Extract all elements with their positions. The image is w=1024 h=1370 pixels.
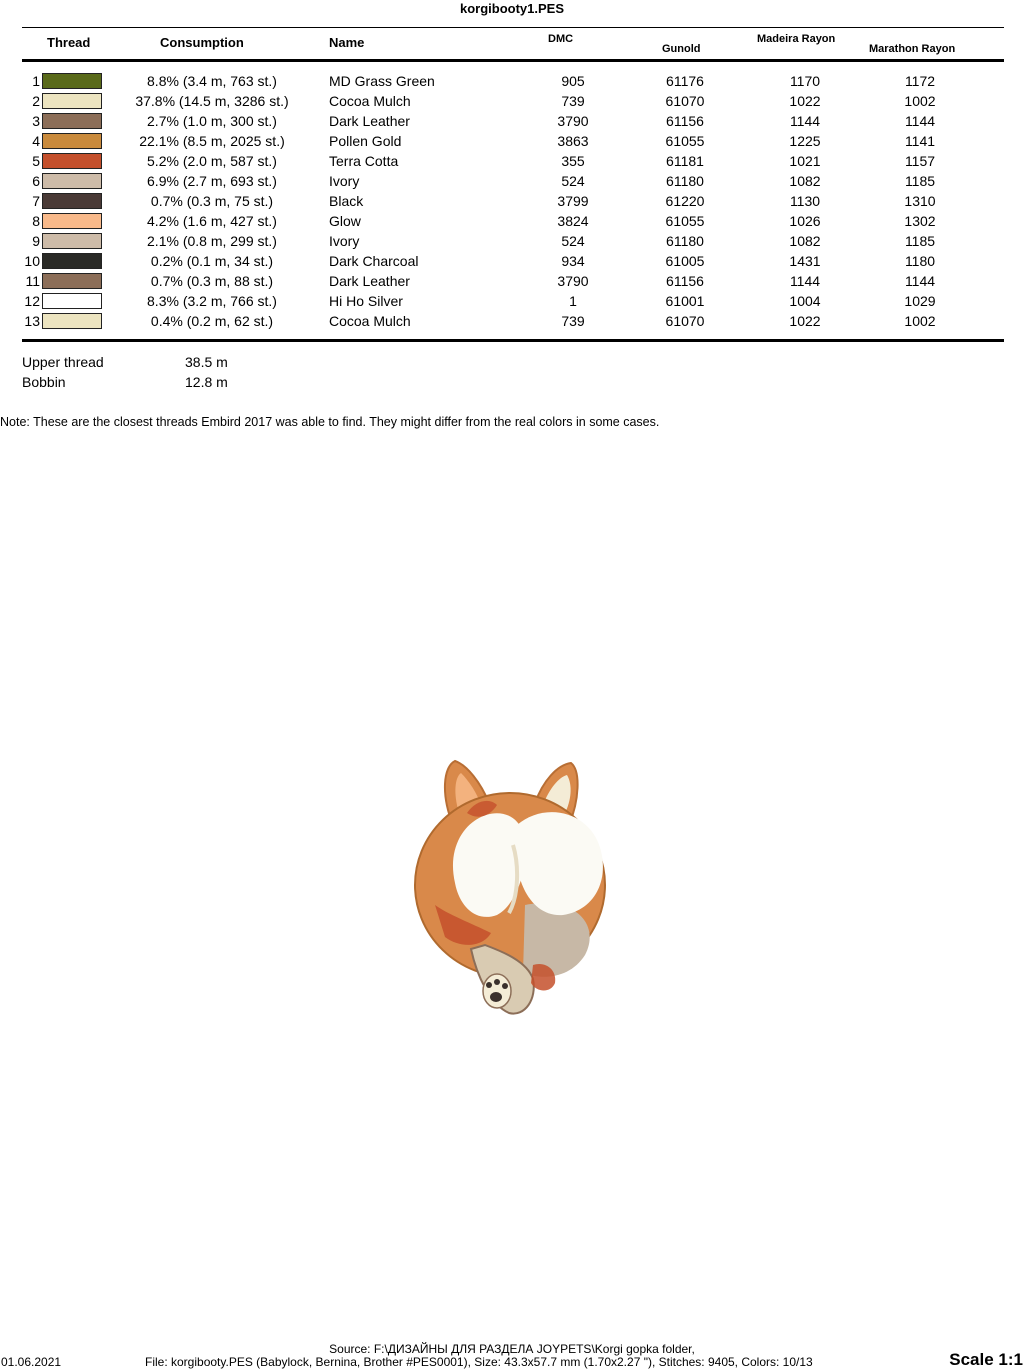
thread-gunold-code: 61181 (666, 153, 704, 169)
thread-gunold-code: 61180 (666, 173, 704, 189)
thread-marathon-code: 1141 (904, 133, 936, 149)
thread-color-swatch (42, 293, 102, 309)
upper-thread-value: 38.5 m (185, 354, 228, 370)
thread-row (0, 212, 1024, 232)
thread-dmc-code: 3790 (557, 273, 589, 289)
thread-gunold-code: 61070 (665, 313, 705, 329)
thread-dmc-code: 524 (561, 173, 585, 189)
thread-consumption: 2.7% (1.0 m, 300 st.) (147, 113, 277, 129)
thread-row (0, 312, 1024, 332)
thread-gunold-code: 61176 (666, 73, 704, 89)
header-thread: Thread (47, 35, 91, 50)
thread-name: Cocoa Mulch (329, 313, 411, 329)
header-consumption: Consumption (160, 35, 244, 50)
thread-name: Cocoa Mulch (329, 93, 411, 109)
thread-marathon-code: 1180 (904, 253, 936, 269)
thread-number: 11 (25, 273, 40, 289)
thread-number: 8 (32, 213, 40, 229)
thread-note: Note: These are the closest threads Embird 2017 was able to find. They might differ from the real colors in some cases. (0, 415, 660, 429)
thread-row (0, 92, 1024, 112)
thread-gunold-code: 61055 (665, 213, 705, 229)
thread-color-swatch (42, 113, 102, 129)
thread-madeira-code: 1144 (789, 273, 821, 289)
thread-number: 10 (24, 253, 40, 269)
thread-gunold-code: 61070 (665, 93, 705, 109)
thread-madeira-code: 1004 (789, 293, 821, 309)
thread-consumption: 0.4% (0.2 m, 62 st.) (150, 313, 274, 329)
thread-madeira-code: 1022 (789, 313, 821, 329)
thread-number: 7 (32, 193, 40, 209)
thread-row (0, 292, 1024, 312)
thread-dmc-code: 355 (561, 153, 585, 169)
thread-color-swatch (42, 313, 102, 329)
thread-name: Hi Ho Silver (329, 293, 403, 309)
thread-name: MD Grass Green (329, 73, 435, 89)
upper-thread-label: Upper thread (22, 354, 104, 370)
thread-madeira-code: 1225 (789, 133, 821, 149)
thread-dmc-code: 3863 (557, 133, 589, 149)
thread-dmc-code: 3824 (557, 213, 589, 229)
thread-consumption: 5.2% (2.0 m, 587 st.) (147, 153, 277, 169)
thread-number: 1 (32, 73, 40, 89)
thread-madeira-code: 1082 (789, 233, 821, 249)
thread-consumption: 8.8% (3.4 m, 763 st.) (147, 73, 277, 89)
thread-row (0, 192, 1024, 212)
bobbin-label: Bobbin (22, 374, 66, 390)
thread-dmc-code: 3790 (557, 113, 589, 129)
thread-marathon-code: 1310 (904, 193, 936, 209)
thread-name: Pollen Gold (329, 133, 402, 149)
thread-name: Dark Charcoal (329, 253, 419, 269)
thread-madeira-code: 1021 (789, 153, 821, 169)
thread-marathon-code: 1172 (904, 73, 936, 89)
header-madeira: Madeira Rayon (757, 33, 836, 45)
thread-number: 2 (32, 93, 40, 109)
thread-marathon-code: 1144 (904, 113, 936, 129)
thread-name: Ivory (329, 233, 360, 249)
footer-file-info: File: korgibooty.PES (Babylock, Bernina, Brother #PES0001), Size: 43.3x57.7 mm (1.70x2.27 "), Stitches: 9405, Colors: 10/13 (145, 1355, 813, 1369)
header-dmc: DMC (548, 33, 574, 45)
thread-row (0, 152, 1024, 172)
thread-marathon-code: 1144 (904, 273, 936, 289)
thread-consumption: 37.8% (14.5 m, 3286 st.) (135, 93, 289, 109)
thread-madeira-code: 1082 (789, 173, 821, 189)
thread-gunold-code: 61220 (665, 193, 705, 209)
thread-name: Glow (329, 213, 361, 229)
thread-color-swatch (42, 133, 102, 149)
thread-madeira-code: 1170 (789, 73, 821, 89)
thread-number: 5 (32, 153, 40, 169)
header-gunold: Gunold (662, 43, 701, 55)
thread-consumption: 8.3% (3.2 m, 766 st.) (147, 293, 277, 309)
thread-row (0, 172, 1024, 192)
thread-consumption: 0.2% (0.1 m, 34 st.) (150, 253, 274, 269)
thread-gunold-code: 61055 (665, 133, 705, 149)
paw-toe-2 (494, 979, 500, 985)
thread-madeira-code: 1022 (789, 93, 821, 109)
header-marathon: Marathon Rayon (869, 43, 956, 55)
thread-color-swatch (42, 73, 102, 89)
footer-scale: Scale 1:1 (949, 1350, 1023, 1369)
thread-color-swatch (42, 213, 102, 229)
thread-color-swatch (42, 193, 102, 209)
thread-number: 12 (24, 293, 40, 309)
thread-color-swatch (42, 233, 102, 249)
thread-consumption: 2.1% (0.8 m, 299 st.) (147, 233, 277, 249)
thread-marathon-code: 1302 (904, 213, 936, 229)
thread-row (0, 112, 1024, 132)
thread-marathon-code: 1029 (904, 293, 936, 309)
thread-dmc-code: 934 (561, 253, 585, 269)
document-title: korgibooty1.PES (459, 1, 565, 16)
thread-dmc-code: 739 (561, 313, 585, 329)
thread-marathon-code: 1185 (904, 233, 936, 249)
thread-number: 4 (32, 133, 40, 149)
thread-dmc-code: 3799 (557, 193, 589, 209)
footer-date: 01.06.2021 (1, 1355, 62, 1369)
table-header-rule (22, 59, 1004, 62)
thread-number: 6 (32, 173, 40, 189)
thread-consumption: 4.2% (1.6 m, 427 st.) (147, 213, 277, 229)
thread-name: Terra Cotta (329, 153, 399, 169)
thread-color-swatch (42, 273, 102, 289)
thread-number: 9 (32, 233, 40, 249)
table-bottom-rule (22, 339, 1004, 342)
thread-consumption: 0.7% (0.3 m, 75 st.) (150, 193, 274, 209)
thread-dmc-code: 739 (561, 93, 585, 109)
thread-row (0, 72, 1024, 92)
thread-gunold-code: 61005 (665, 253, 705, 269)
thread-madeira-code: 1144 (789, 113, 821, 129)
thread-madeira-code: 1026 (789, 213, 821, 229)
thread-name: Dark Leather (329, 113, 410, 129)
thread-gunold-code: 61156 (666, 273, 704, 289)
thread-row (0, 252, 1024, 272)
thread-color-swatch (42, 153, 102, 169)
thread-madeira-code: 1431 (789, 253, 821, 269)
thread-name: Dark Leather (329, 273, 410, 289)
thread-marathon-code: 1002 (904, 93, 936, 109)
table-top-rule (22, 27, 1004, 28)
thread-marathon-code: 1157 (904, 153, 936, 169)
thread-consumption: 0.7% (0.3 m, 88 st.) (150, 273, 274, 289)
bobbin-value: 12.8 m (185, 374, 228, 390)
thread-number: 13 (24, 313, 40, 329)
thread-number: 3 (32, 113, 40, 129)
embroidery-design-image (405, 755, 615, 1025)
paw-toe-1 (486, 982, 492, 988)
thread-gunold-code: 61001 (665, 293, 705, 309)
thread-row (0, 132, 1024, 152)
thread-consumption: 6.9% (2.7 m, 693 st.) (147, 173, 277, 189)
thread-gunold-code: 61156 (666, 113, 704, 129)
thread-marathon-code: 1185 (904, 173, 936, 189)
thread-color-swatch (42, 253, 102, 269)
thread-row (0, 232, 1024, 252)
thread-name: Ivory (329, 173, 360, 189)
footer-source: Source: F:\ДИЗАЙНЫ ДЛЯ РАЗДЕЛА JOYPETS\Korgi gopka folder, (329, 1342, 695, 1356)
thread-consumption: 22.1% (8.5 m, 2025 st.) (139, 133, 285, 149)
thread-color-swatch (42, 173, 102, 189)
thread-dmc-code: 1 (569, 293, 577, 309)
thread-table (0, 72, 1024, 332)
thread-color-swatch (42, 93, 102, 109)
thread-gunold-code: 61180 (666, 233, 704, 249)
thread-name: Black (329, 193, 364, 209)
thread-row (0, 272, 1024, 292)
thread-dmc-code: 524 (561, 233, 585, 249)
thread-marathon-code: 1002 (904, 313, 936, 329)
paw-toe-3 (502, 983, 508, 989)
thread-dmc-code: 905 (561, 73, 585, 89)
header-name: Name (329, 35, 365, 50)
paw-pad (490, 992, 502, 1002)
thread-madeira-code: 1130 (789, 193, 821, 209)
